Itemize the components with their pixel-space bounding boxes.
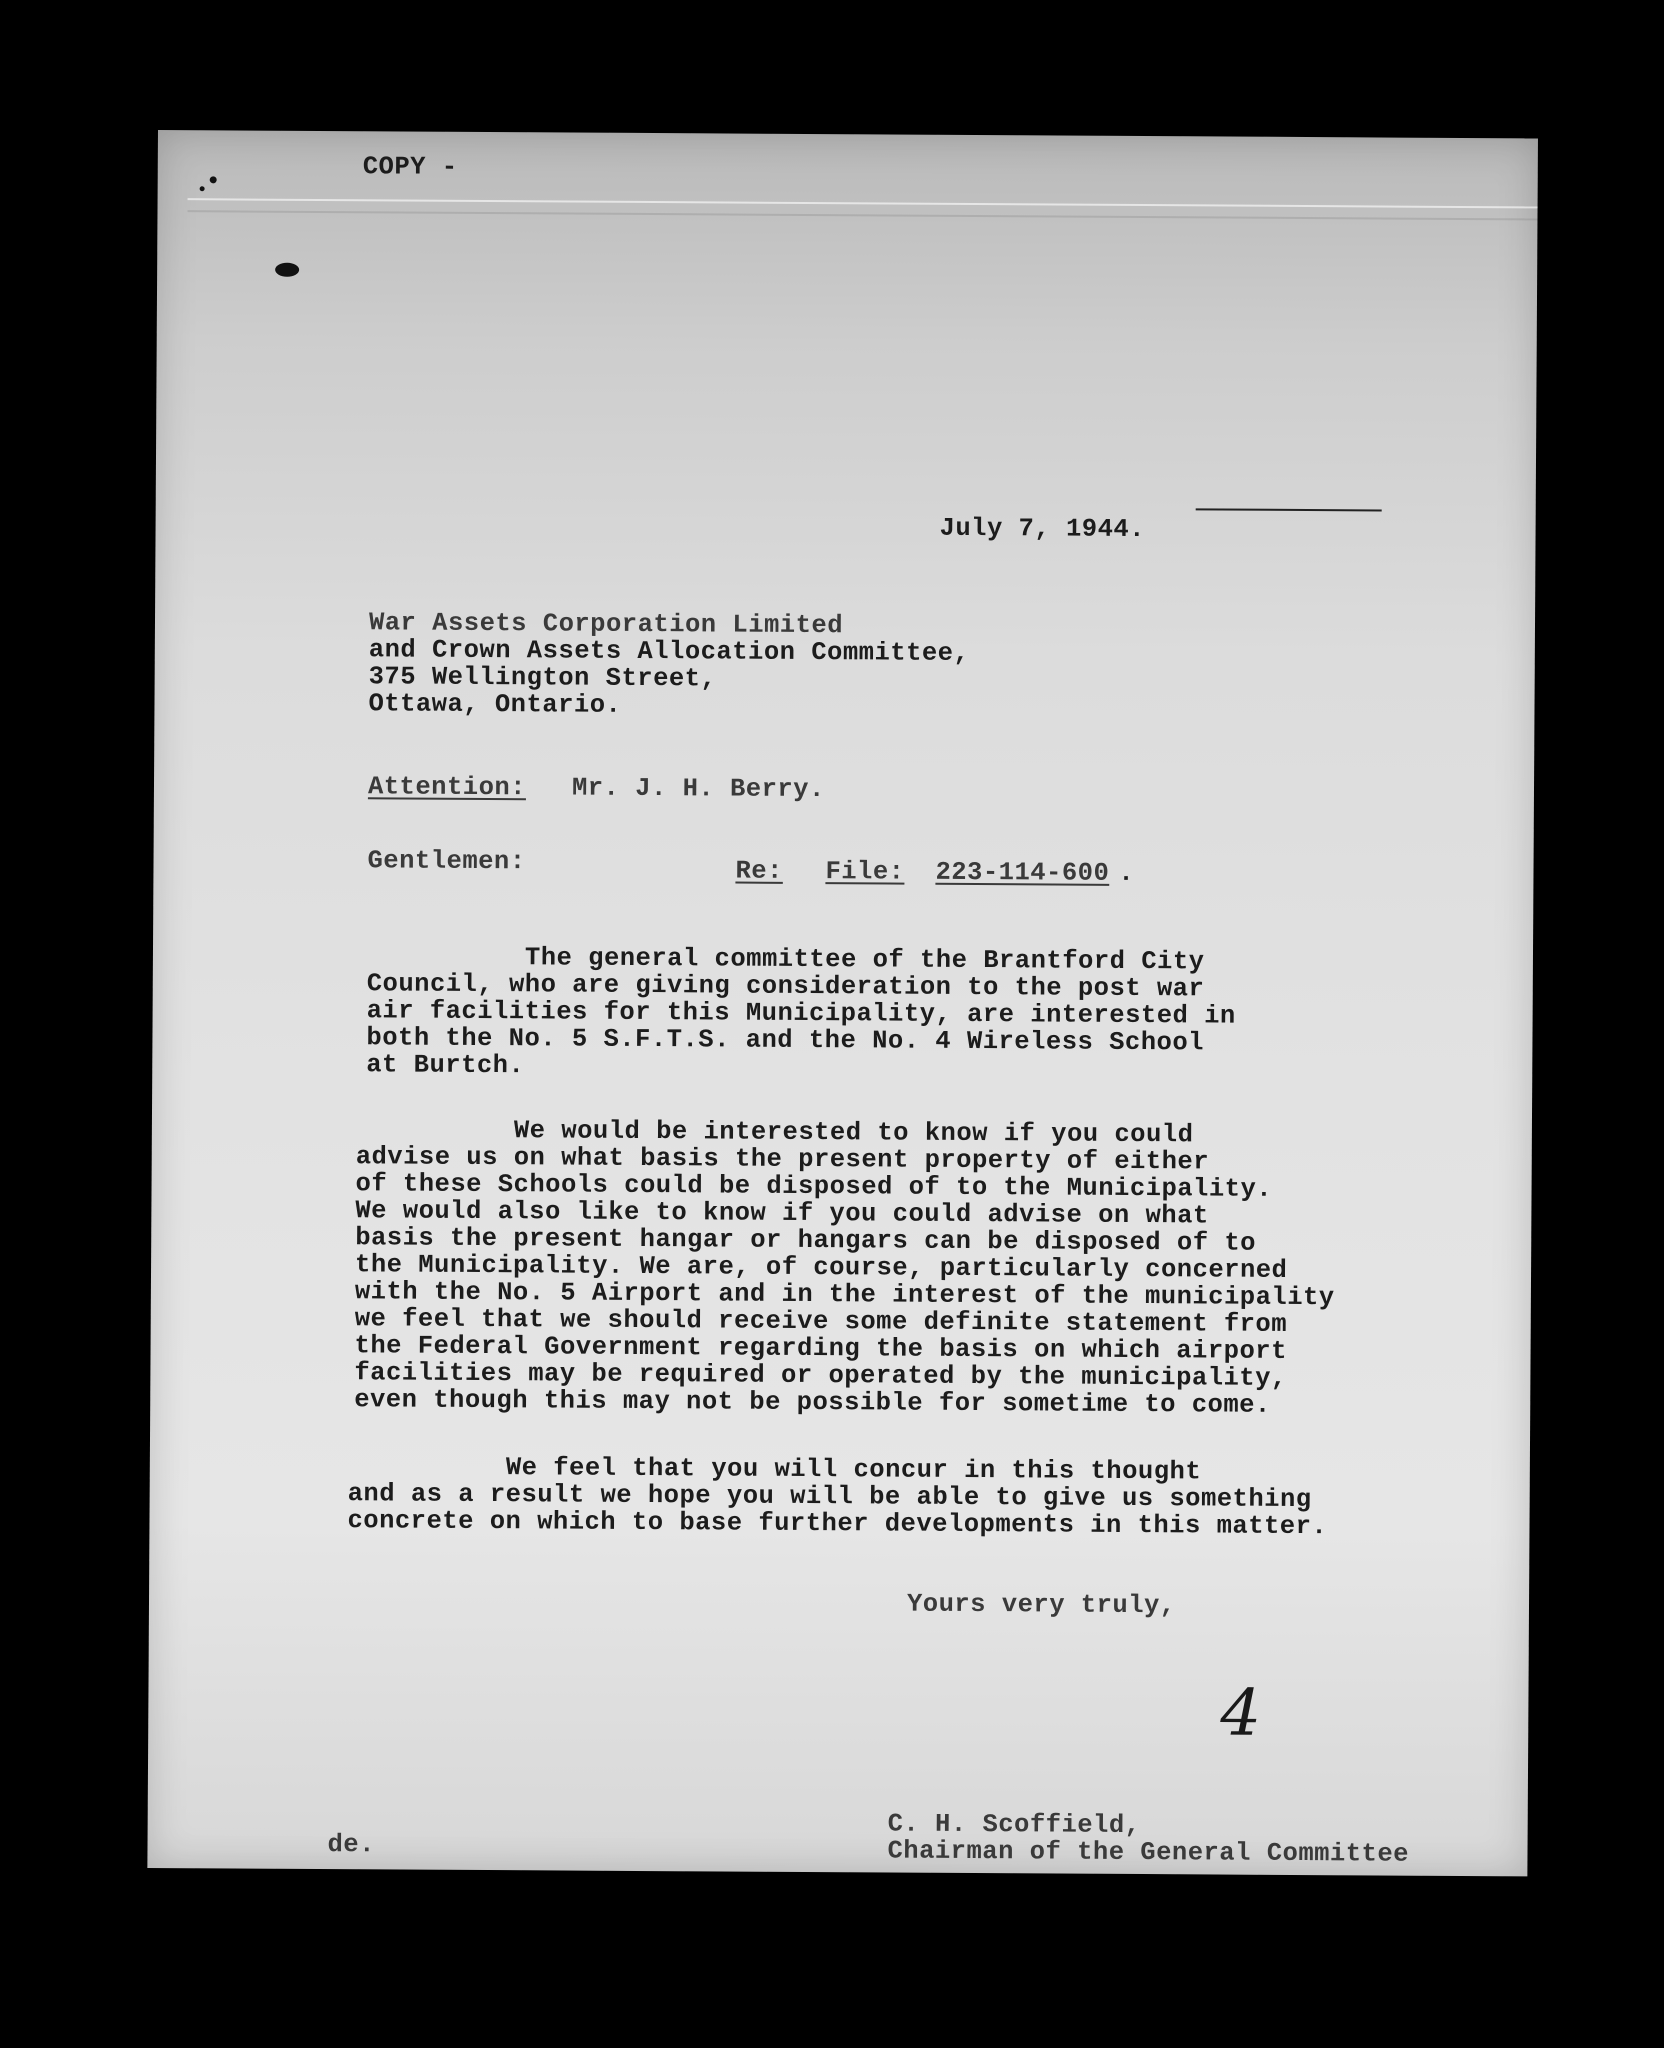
reference-label: Re:	[735, 856, 783, 886]
body-line: with the No. 5 Airport and in the interest of the municipality	[354, 1277, 1335, 1313]
body-line: advise us on what basis the present property of either	[355, 1142, 1210, 1177]
body-line: air facilities for this Municipality, are interested in	[366, 996, 1236, 1031]
letter-date: July 7, 1944.	[939, 513, 1146, 545]
body-line: We feel that you will concur in this thought	[347, 1452, 1202, 1487]
reference-line	[735, 856, 1135, 888]
copy-label: COPY -	[362, 152, 458, 182]
body-line: both the No. 5 S.F.T.S. and the No. 4 Wireless School	[366, 1023, 1205, 1058]
letter-page	[147, 130, 1538, 1876]
reference-end: .	[1118, 858, 1135, 888]
signatory-title: Chairman of the General Committee	[887, 1836, 1410, 1869]
handwritten-page-number: 4	[1220, 1676, 1262, 1751]
reference-file-number: 223-114-600	[935, 857, 1110, 888]
ink-speck-mark	[200, 186, 205, 191]
body-line: basis the present hangar or hangars can be disposed of to	[355, 1223, 1257, 1258]
attention-name: Mr. J. H. Berry.	[571, 773, 825, 805]
initials: de.	[327, 1830, 376, 1860]
paper-fold-shadow	[187, 210, 1537, 220]
body-line: of these Schools could be disposed of to the Municipality.	[355, 1169, 1273, 1204]
signatory-name: C. H. Scoffield,	[887, 1809, 1141, 1841]
ink-blot-mark	[275, 263, 299, 277]
body-line: facilities may be required or operated by the municipality,	[354, 1358, 1287, 1393]
body-line: and as a result we hope you will be able to give us something	[347, 1479, 1312, 1515]
body-line: we feel that we should receive some definite statement from	[354, 1304, 1288, 1339]
body-line: at Burtch.	[366, 1050, 525, 1081]
ink-speck-mark	[210, 176, 217, 183]
date-rule	[1196, 508, 1382, 511]
body-line: The general committee of the Brantford City	[366, 942, 1205, 977]
body-line: concrete on which to base further developments in this matter.	[347, 1506, 1328, 1542]
reference-file-label: File:	[825, 857, 905, 887]
paper-fold-line	[188, 198, 1538, 208]
body-line: even though this may not be possible for sometime to come.	[354, 1385, 1271, 1420]
body-line: the Federal Government regarding the basis on which airport	[354, 1331, 1288, 1366]
recipient-line: and Crown Assets Allocation Committee,	[368, 635, 970, 668]
body-line: Council, who are giving consideration to the post war	[366, 969, 1205, 1004]
body-line: We would also like to know if you could advise on what	[355, 1196, 1209, 1231]
recipient-line: 375 Wellington Street,	[368, 662, 717, 694]
attention-label: Attention:	[367, 772, 527, 803]
body-line: the Municipality. We are, of course, particularly concerned	[354, 1250, 1288, 1285]
recipient-line: Ottawa, Ontario.	[368, 689, 622, 720]
body-line: We would be interested to know if you could	[355, 1115, 1194, 1150]
recipient-line: War Assets Corporation Limited	[368, 608, 844, 641]
salutation: Gentlemen:	[367, 846, 526, 877]
closing: Yours very truly,	[906, 1589, 1176, 1621]
